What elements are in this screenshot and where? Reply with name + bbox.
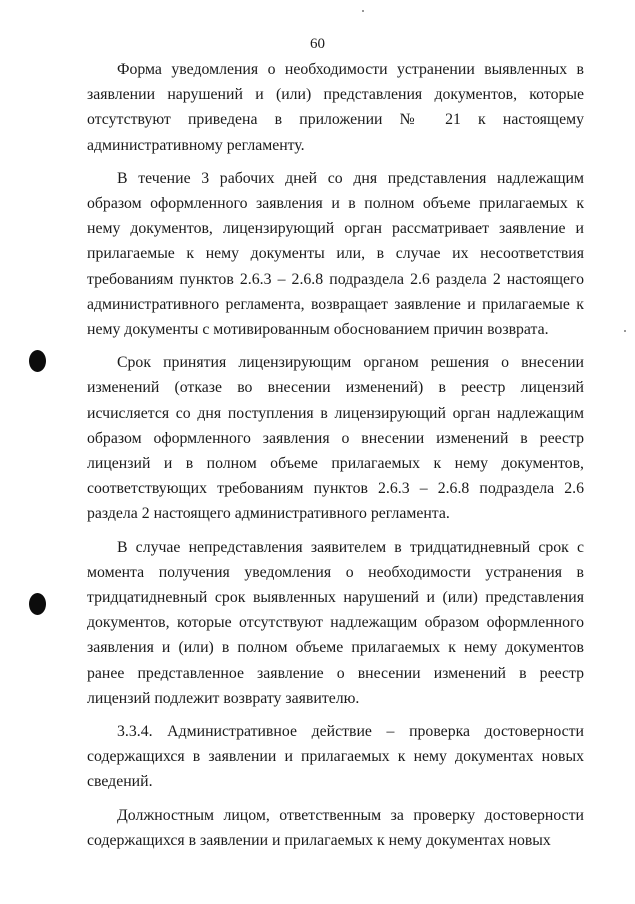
paragraph-review-period: В течение 3 рабочих дней со дня представления надлежащим образом оформленного заявления и в полном объеме прилагаемых к нему документов, лицензирующий орган рассматривает заявление и прилагаемые к нему документы или, в случае их несоответствия требованиям пунктов 2.6.3 – 2.6.8 подраздела 2.6 раздела 2 настоящего административного регламента, возвращает заявление и прилагаемые к нему документы с мотивированным обоснованием причин возврата. [87, 169, 584, 339]
paragraph-notification-form: Форма уведомления о необходимости устранении выявленных в заявлении нарушений и (или) представления документов, которые отсутствуют приведена в приложении № 21 к настоящему административному регламенту. [87, 61, 584, 154]
page-number: 60 [310, 36, 325, 52]
scan-speck [362, 10, 364, 12]
scan-speck [624, 330, 626, 332]
paragraph-responsible-official: Должностным лицом, ответственным за проверку достоверности содержащихся в заявлении и прилагаемых к нему документах новых [87, 806, 584, 849]
punch-hole-mark [29, 350, 46, 372]
paragraph-return-application: В случае непредставления заявителем в тридцатидневный срок с момента получения уведомления о необходимости устранения в тридцатидневный срок выявленных нарушений и (или) представления документов, которые отсутствуют надлежащим образом оформленного заявления и (или) в полном объеме прилагаемых к нему документов ранее представленное заявление о внесении изменений в реестр лицензий подлежит возврату заявителю. [87, 538, 584, 707]
punch-hole-mark [29, 593, 46, 615]
document-body [87, 57, 584, 853]
paragraph-section-3-3-4: 3.3.4. Административное действие – проверка достоверности содержащихся в заявлении и прилагаемых к нему документах новых сведений. [87, 723, 584, 791]
paragraph-decision-term: Срок принятия лицензирующим органом решения о внесении изменений (отказе во внесении изменений) в реестр лицензий исчисляется со дня поступления в лицензирующий орган надлежащим образом оформленного заявления о внесении изменений в реестр лицензий и в полном объеме прилагаемых к нему документов, соответствующих требованиям пунктов 2.6.3 – 2.6.8 подраздела 2.6 раздела 2 настоящего административного регламента. [87, 354, 584, 523]
